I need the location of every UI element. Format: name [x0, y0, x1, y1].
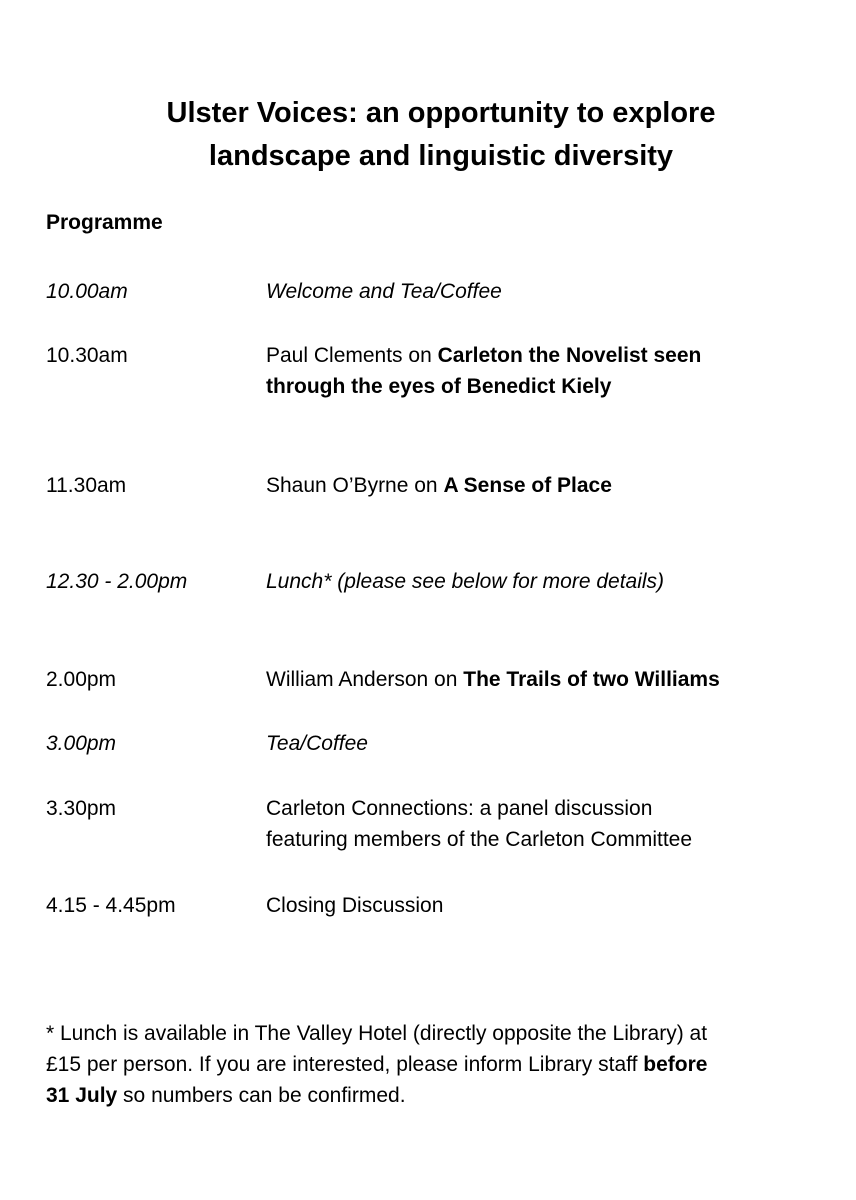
schedule-time: 3.30pm	[46, 797, 117, 820]
talk-title-line-1: Carleton the Novelist seen	[437, 344, 702, 367]
title-line-1: Ulster Voices: an opportunity to explore	[166, 97, 716, 129]
page-title	[0, 92, 856, 178]
schedule-time: 4.15 - 4.45pm	[46, 894, 176, 917]
schedule-description: Lunch* (please see below for more details)	[266, 570, 665, 593]
schedule-description	[266, 470, 826, 501]
programme-heading: Programme	[46, 211, 163, 234]
footnote-line-1: * Lunch is available in The Valley Hotel (directly opposite the Library) at	[46, 1022, 708, 1045]
schedule-time: 10.30am	[46, 344, 128, 367]
lunch-footnote	[46, 1018, 826, 1111]
talk-title-line-2: through the eyes of Benedict Kiely	[266, 375, 612, 398]
footnote-deadline-before: before	[643, 1053, 708, 1076]
speaker-name: William Anderson on	[266, 668, 464, 691]
footnote-deadline-date: 31 July	[46, 1084, 118, 1107]
footnote-line-3	[46, 1080, 826, 1111]
schedule-description: Welcome and Tea/Coffee	[266, 280, 502, 303]
schedule-description	[266, 793, 826, 855]
talk-title: The Trails of two Williams	[463, 668, 720, 691]
schedule-time: 2.00pm	[46, 668, 117, 691]
schedule-description: Closing Discussion	[266, 894, 444, 917]
title-line-2: landscape and linguistic diversity	[208, 140, 674, 172]
schedule-description: Tea/Coffee	[266, 732, 368, 755]
schedule-description	[266, 664, 826, 695]
schedule-time: 10.00am	[46, 280, 128, 303]
schedule-time: 12.30 - 2.00pm	[46, 570, 188, 593]
talk-title: A Sense of Place	[443, 474, 612, 497]
speaker-name: Paul Clements on	[266, 344, 438, 367]
footnote-text: £15 per person. If you are interested, please inform Library staff	[46, 1053, 644, 1076]
description-line-2: featuring members of the Carleton Committee	[266, 828, 693, 851]
schedule-description	[266, 340, 826, 402]
footnote-text: so numbers can be confirmed.	[117, 1084, 406, 1107]
schedule-time: 3.00pm	[46, 732, 117, 755]
footnote-line-2	[46, 1049, 826, 1080]
schedule-time: 11.30am	[46, 474, 127, 497]
description-line-1: Carleton Connections: a panel discussion	[266, 797, 653, 820]
speaker-name: Shaun O’Byrne on	[266, 474, 444, 497]
